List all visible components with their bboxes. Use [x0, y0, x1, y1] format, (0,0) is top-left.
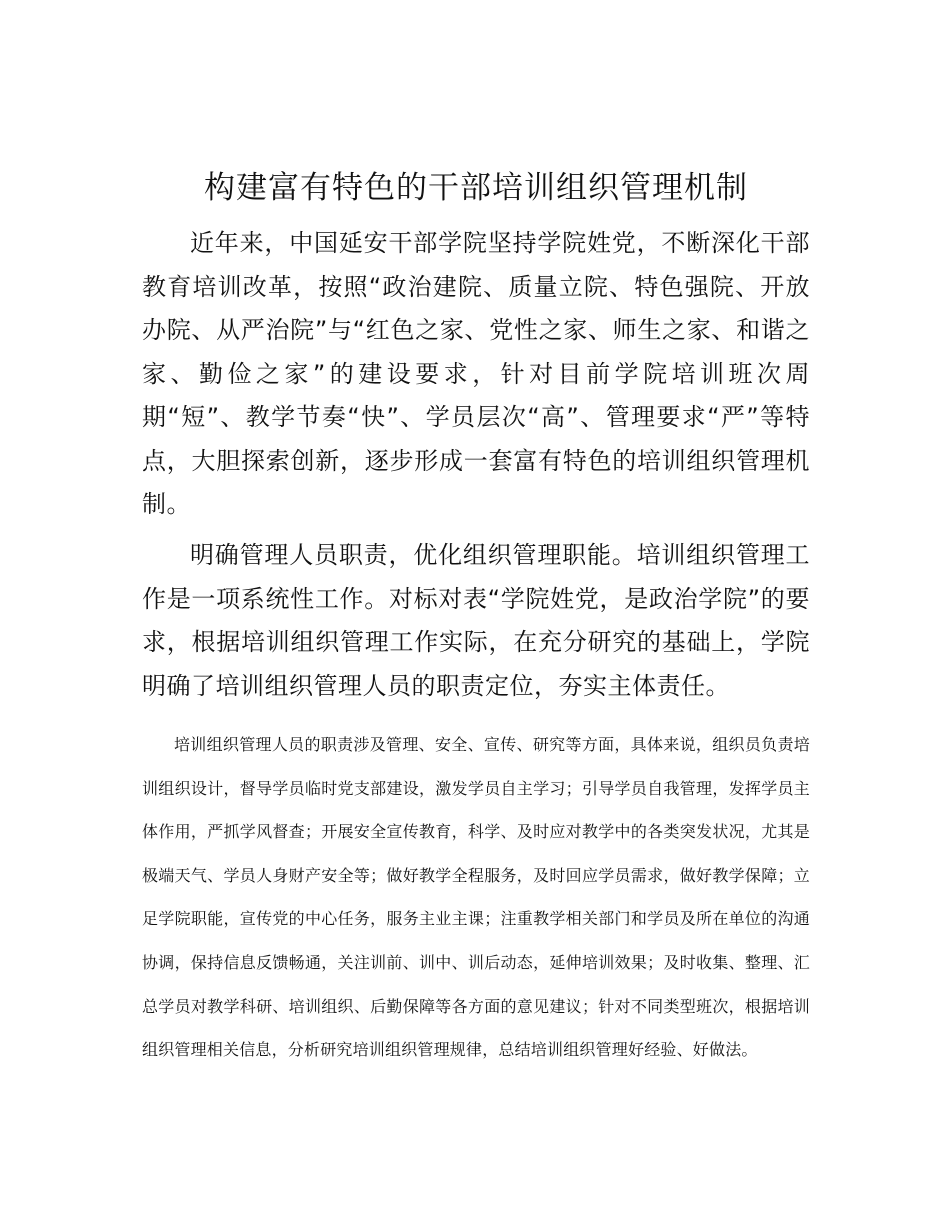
paragraph-duties-detail: 培训组织管理人员的职责涉及管理、安全、宣传、研究等方面，具体来说，组织员负责培训组织设计，督导学员临时党支部建设，激发学员自主学习；引导学员自我管理，发挥学员主体作用，严抓学风督查；开展安全宣传教育，科学、及时应对教学中的各类突发状况，尤其是极端天气、学员人身财产安全等；做好教学全程服务，及时回应学员需求，做好教学保障；立足学院职能，宣传党的中心任务，服务主业主课；注重教学相关部门和学员及所在单位的沟通协调，保持信息反馈畅通，关注训前、训中、训后动态，延伸培训效果；及时收集、整理、汇总学员对教学科研、培训组织、后勤保障等各方面的意见建议；针对不同类型班次，根据培训组织管理相关信息，分析研究培训组织管理规律，总结培训组织管理好经验、好做法。: [142, 735, 810, 1060]
document-title: 构建富有特色的干部培训组织管理机制: [204, 170, 748, 206]
paragraph-intro: 近年来，中国延安干部学院坚持学院姓党，不断深化干部教育培训改革，按照“政治建院、质量立院、特色强院、开放办院、从严治院”与“红色之家、党性之家、师生之家、和谐之家、勤俭之家”的建设要求，针对目前学院培训班次周期“短”、教学节奏“快”、学员层次“高”、管理要求“严”等特点，大胆探索创新，逐步形成一套富有特色的培训组织管理机制。: [142, 229, 810, 518]
paragraph-responsibilities: 明确管理人员职责，优化组织管理职能。培训组织管理工作是一项系统性工作。对标对表“学院姓党，是政治学院”的要求，根据培训组织管理工作实际，在充分研究的基础上，学院明确了培训组织管理人员的职责定位，夯实主体责任。: [142, 541, 810, 700]
